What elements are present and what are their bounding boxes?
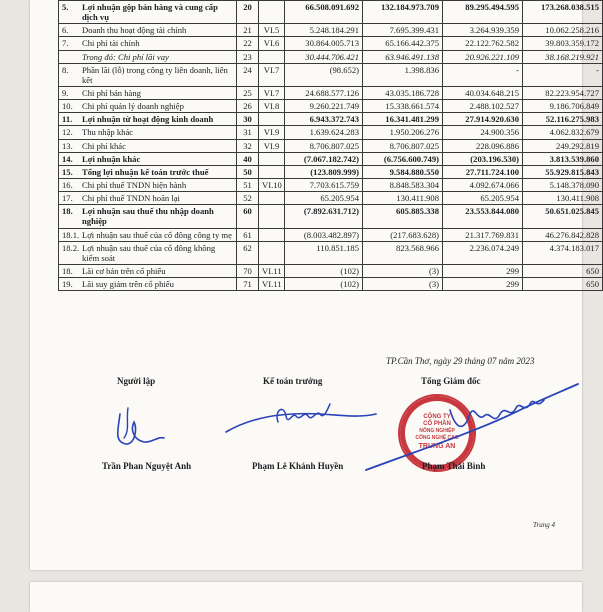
row-label-cell — [59, 165, 237, 178]
value-cell: (102) — [285, 264, 363, 277]
value-cell: 22.122.762.582 — [443, 37, 523, 50]
row-label-cell — [59, 50, 237, 63]
value-cell: (3) — [363, 278, 443, 291]
value-cell: 40.034.648.215 — [443, 86, 523, 99]
table-row — [59, 241, 603, 264]
value-cell: 5.248.184.291 — [285, 24, 363, 37]
row-number: 5. — [62, 2, 69, 12]
value-cell: 23.553.844.080 — [443, 205, 523, 228]
row-label-cell — [59, 37, 237, 50]
row-label-cell — [59, 1, 237, 24]
row-label: Doanh thu hoạt động tài chính — [82, 25, 187, 36]
row-label: Lợi nhuận sau thuế của cổ đông công ty mẹ — [82, 229, 232, 240]
row-label-cell — [59, 126, 237, 139]
table-row — [59, 178, 603, 191]
row-number: 18. — [62, 206, 73, 217]
value-cell: 46.276.842.828 — [523, 228, 603, 241]
table-row — [59, 205, 603, 228]
value-cell: 66.508.091.692 — [285, 1, 363, 24]
row-label: Lợi nhuận từ hoạt động kinh doanh — [82, 114, 214, 125]
row-label-cell — [59, 86, 237, 99]
row-number: 18.1. — [62, 229, 80, 240]
row-note — [259, 152, 285, 165]
row-label: Phần lãi (lỗ) trong công ty liên doanh, liên kết — [82, 64, 228, 85]
row-label-cell — [59, 278, 237, 291]
row-note: VI.6 — [259, 37, 285, 50]
value-cell: 228.096.886 — [443, 139, 523, 152]
stamp-line-1: CÔNG TY — [423, 414, 451, 420]
table-row — [59, 228, 603, 241]
value-cell: 9.260.221.749 — [285, 100, 363, 113]
row-label-cell — [59, 24, 237, 37]
chief-accountant-name: Phạm Lê Khánh Huyền — [252, 461, 344, 471]
row-number: 10. — [62, 101, 73, 112]
value-cell: - — [523, 63, 603, 86]
row-label-cell — [59, 192, 237, 205]
value-cell: 39.803.359.172 — [523, 37, 603, 50]
row-label-cell — [59, 241, 237, 264]
value-cell: (102) — [285, 278, 363, 291]
row-label: Lợi nhuận sau thuế của cổ đông không kiểm soát — [82, 242, 216, 263]
row-number: 18.2. — [62, 242, 80, 253]
row-note — [259, 1, 285, 24]
value-cell: 30.444.706.421 — [285, 50, 363, 63]
row-note — [259, 50, 285, 63]
row-number: 8. — [62, 64, 69, 75]
row-note — [259, 165, 285, 178]
value-cell: 1.398.836 — [363, 63, 443, 86]
value-cell: 2.236.074.249 — [443, 241, 523, 264]
row-note: VI.9 — [259, 139, 285, 152]
row-note: VI.11 — [259, 264, 285, 277]
value-cell: 7.703.615.759 — [285, 178, 363, 191]
value-cell: 4.092.674.066 — [443, 178, 523, 191]
value-cell: 650 — [523, 264, 603, 277]
value-cell: 605.885.338 — [363, 205, 443, 228]
value-cell: 24.688.577.126 — [285, 86, 363, 99]
value-cell: (7.067.182.742) — [285, 152, 363, 165]
general-director-name: Phạm Thái Bình — [422, 461, 486, 471]
table-row — [59, 264, 603, 277]
table-row — [59, 113, 603, 126]
row-note — [259, 241, 285, 264]
value-cell: 4.374.183.017 — [523, 241, 603, 264]
value-cell: 299 — [443, 264, 523, 277]
row-label: Chi phí khác — [82, 140, 126, 151]
row-label: Tổng lợi nhuận kế toán trước thuế — [82, 166, 209, 177]
row-code: 24 — [237, 63, 259, 86]
value-cell: 1.950.206.276 — [363, 126, 443, 139]
page-number: Trang 4 — [533, 521, 555, 529]
row-number: 6. — [62, 25, 69, 36]
table-row — [59, 152, 603, 165]
value-cell: 7.695.399.431 — [363, 24, 443, 37]
value-cell: 10.062.258.216 — [523, 24, 603, 37]
table-row — [59, 63, 603, 86]
value-cell: 65.205.954 — [443, 192, 523, 205]
value-cell: (217.683.628) — [363, 228, 443, 241]
row-number: 17. — [62, 193, 73, 204]
value-cell: 3.264.939.359 — [443, 24, 523, 37]
value-cell: 50.651.025.845 — [523, 205, 603, 228]
row-note: VI.11 — [259, 278, 285, 291]
row-label-cell — [59, 152, 237, 165]
row-label-cell — [59, 139, 237, 152]
row-number: 14. — [62, 153, 73, 164]
value-cell: 63.946.491.138 — [363, 50, 443, 63]
value-cell: 5.148.378.090 — [523, 178, 603, 191]
row-code: 32 — [237, 139, 259, 152]
value-cell: 8.706.807.025 — [363, 139, 443, 152]
value-cell: 8.848.583.304 — [363, 178, 443, 191]
value-cell: 249.292.819 — [523, 139, 603, 152]
value-cell: 6.943.372.743 — [285, 113, 363, 126]
row-number: 13. — [62, 140, 73, 151]
row-code: 20 — [237, 1, 259, 24]
value-cell: 52.116.275.983 — [523, 113, 603, 126]
value-cell: 65.166.442.375 — [363, 37, 443, 50]
row-label: Thu nhập khác — [82, 127, 134, 138]
value-cell: 20.926.221.109 — [443, 50, 523, 63]
table-row — [59, 165, 603, 178]
value-cell: 299 — [443, 278, 523, 291]
value-cell: 21.317.769.831 — [443, 228, 523, 241]
value-cell: 16.341.481.299 — [363, 113, 443, 126]
row-note: VI.10 — [259, 178, 285, 191]
stamp-line-2: CỔ PHẦN — [423, 421, 451, 427]
date-line: TP.Cần Thơ, ngày 29 tháng 07 năm 2023 — [386, 356, 535, 366]
row-code: 21 — [237, 24, 259, 37]
value-cell: (123.809.999) — [285, 165, 363, 178]
chief-accountant-title: Kế toán trưởng — [263, 376, 323, 386]
row-number: 15. — [62, 166, 73, 177]
row-label: Chi phí thuế TNDN hoãn lại — [82, 193, 180, 204]
row-number: 12. — [62, 127, 73, 138]
row-code: 61 — [237, 228, 259, 241]
row-note — [259, 113, 285, 126]
row-label: Lãi suy giảm trên cổ phiếu — [82, 279, 174, 290]
stamp-line-4: CÔNG NGHỆ CAO — [415, 435, 459, 441]
table-row — [59, 50, 603, 63]
row-note — [259, 192, 285, 205]
row-label-cell — [59, 63, 237, 86]
row-label: Chi phí bán hàng — [82, 87, 141, 98]
row-number: 19. — [62, 279, 73, 290]
value-cell: (3) — [363, 264, 443, 277]
value-cell: 27.711.724.100 — [443, 165, 523, 178]
value-cell: 89.295.494.595 — [443, 1, 523, 24]
row-code: 30 — [237, 113, 259, 126]
value-cell: 173.268.038.515 — [523, 1, 603, 24]
preparer-name: Trần Phan Nguyệt Anh — [102, 461, 192, 471]
table-row — [59, 126, 603, 139]
value-cell: (6.756.600.749) — [363, 152, 443, 165]
value-cell: 27.914.920.630 — [443, 113, 523, 126]
row-code: 62 — [237, 241, 259, 264]
row-note: VI.7 — [259, 63, 285, 86]
value-cell: 132.184.973.709 — [363, 1, 443, 24]
value-cell: 2.488.102.527 — [443, 100, 523, 113]
value-cell: (203.196.530) — [443, 152, 523, 165]
row-label: Chi phí thuế TNDN hiện hành — [82, 179, 187, 190]
row-label-cell — [59, 113, 237, 126]
value-cell: 650 — [523, 278, 603, 291]
income-statement-table — [58, 0, 603, 291]
stamp-line-5: TRUNG AN — [418, 443, 456, 450]
row-note: VI.5 — [259, 24, 285, 37]
value-cell: - — [443, 63, 523, 86]
row-code: 25 — [237, 86, 259, 99]
row-note: VI.9 — [259, 126, 285, 139]
table-row — [59, 86, 603, 99]
preparer-signature-icon — [100, 400, 180, 460]
table-row — [59, 278, 603, 291]
value-cell: 24.900.356 — [443, 126, 523, 139]
preparer-title: Người lập — [117, 376, 156, 386]
row-code: 26 — [237, 100, 259, 113]
row-label-cell — [59, 100, 237, 113]
row-number — [62, 52, 82, 62]
row-label-cell — [59, 205, 237, 228]
row-label: Lãi cơ bản trên cổ phiếu — [82, 265, 166, 276]
table-row — [59, 100, 603, 113]
value-cell: (8.003.482.897) — [285, 228, 363, 241]
row-label-cell — [59, 264, 237, 277]
value-cell: 9.186.706.849 — [523, 100, 603, 113]
value-cell: 65.205.954 — [285, 192, 363, 205]
row-note — [259, 228, 285, 241]
value-cell: (7.892.631.712) — [285, 205, 363, 228]
row-code: 22 — [237, 37, 259, 50]
row-note: VI.7 — [259, 86, 285, 99]
row-label: Chi phí quản lý doanh nghiệp — [82, 101, 184, 112]
row-label: Lợi nhuận gộp bán hàng và cung cấp dịch vụ — [82, 2, 218, 23]
row-code: 71 — [237, 278, 259, 291]
row-number: 16. — [62, 179, 73, 190]
stamp-line-3: NÔNG NGHIỆP — [419, 428, 455, 434]
row-label: Lợi nhuận khác — [82, 153, 141, 164]
row-label-cell — [59, 228, 237, 241]
table-row — [59, 1, 603, 24]
row-note — [259, 205, 285, 228]
value-cell: 130.411.908 — [523, 192, 603, 205]
row-code: 40 — [237, 152, 259, 165]
next-page-edge — [30, 582, 582, 612]
value-cell: 38.168.219.921 — [523, 50, 603, 63]
row-code: 31 — [237, 126, 259, 139]
row-number: 18. — [62, 265, 73, 276]
general-director-title: Tổng Giám đốc — [421, 376, 481, 386]
value-cell: (98.652) — [285, 63, 363, 86]
row-number: 7. — [62, 38, 69, 49]
row-code: 52 — [237, 192, 259, 205]
value-cell: 4.062.832.679 — [523, 126, 603, 139]
table-row — [59, 139, 603, 152]
value-cell: 3.813.539.860 — [523, 152, 603, 165]
chief-accountant-signature-icon — [220, 392, 380, 452]
table-row — [59, 24, 603, 37]
table-row — [59, 192, 603, 205]
row-code: 23 — [237, 50, 259, 63]
row-code: 50 — [237, 165, 259, 178]
row-code: 60 — [237, 205, 259, 228]
value-cell: 8.706.807.025 — [285, 139, 363, 152]
value-cell: 823.568.966 — [363, 241, 443, 264]
row-number: 9. — [62, 87, 69, 98]
value-cell: 82.223.954.727 — [523, 86, 603, 99]
row-code: 51 — [237, 178, 259, 191]
row-code: 70 — [237, 264, 259, 277]
row-label-cell — [59, 178, 237, 191]
row-number: 11. — [62, 114, 73, 125]
value-cell: 43.035.186.728 — [363, 86, 443, 99]
value-cell: 1.639.624.283 — [285, 126, 363, 139]
value-cell: 110.851.185 — [285, 241, 363, 264]
row-label: Lợi nhuận sau thuế thu nhập doanh nghiệp — [82, 206, 214, 227]
row-note: VI.8 — [259, 100, 285, 113]
value-cell: 9.584.880.550 — [363, 165, 443, 178]
value-cell: 130.411.908 — [363, 192, 443, 205]
document-page — [30, 0, 599, 570]
value-cell: 15.338.661.574 — [363, 100, 443, 113]
table-row — [59, 37, 603, 50]
value-cell: 30.864.005.713 — [285, 37, 363, 50]
row-label: Chi phí tài chính — [82, 38, 140, 49]
value-cell: 55.929.815.843 — [523, 165, 603, 178]
row-label: Trong đó: Chi phí lãi vay — [82, 51, 169, 62]
